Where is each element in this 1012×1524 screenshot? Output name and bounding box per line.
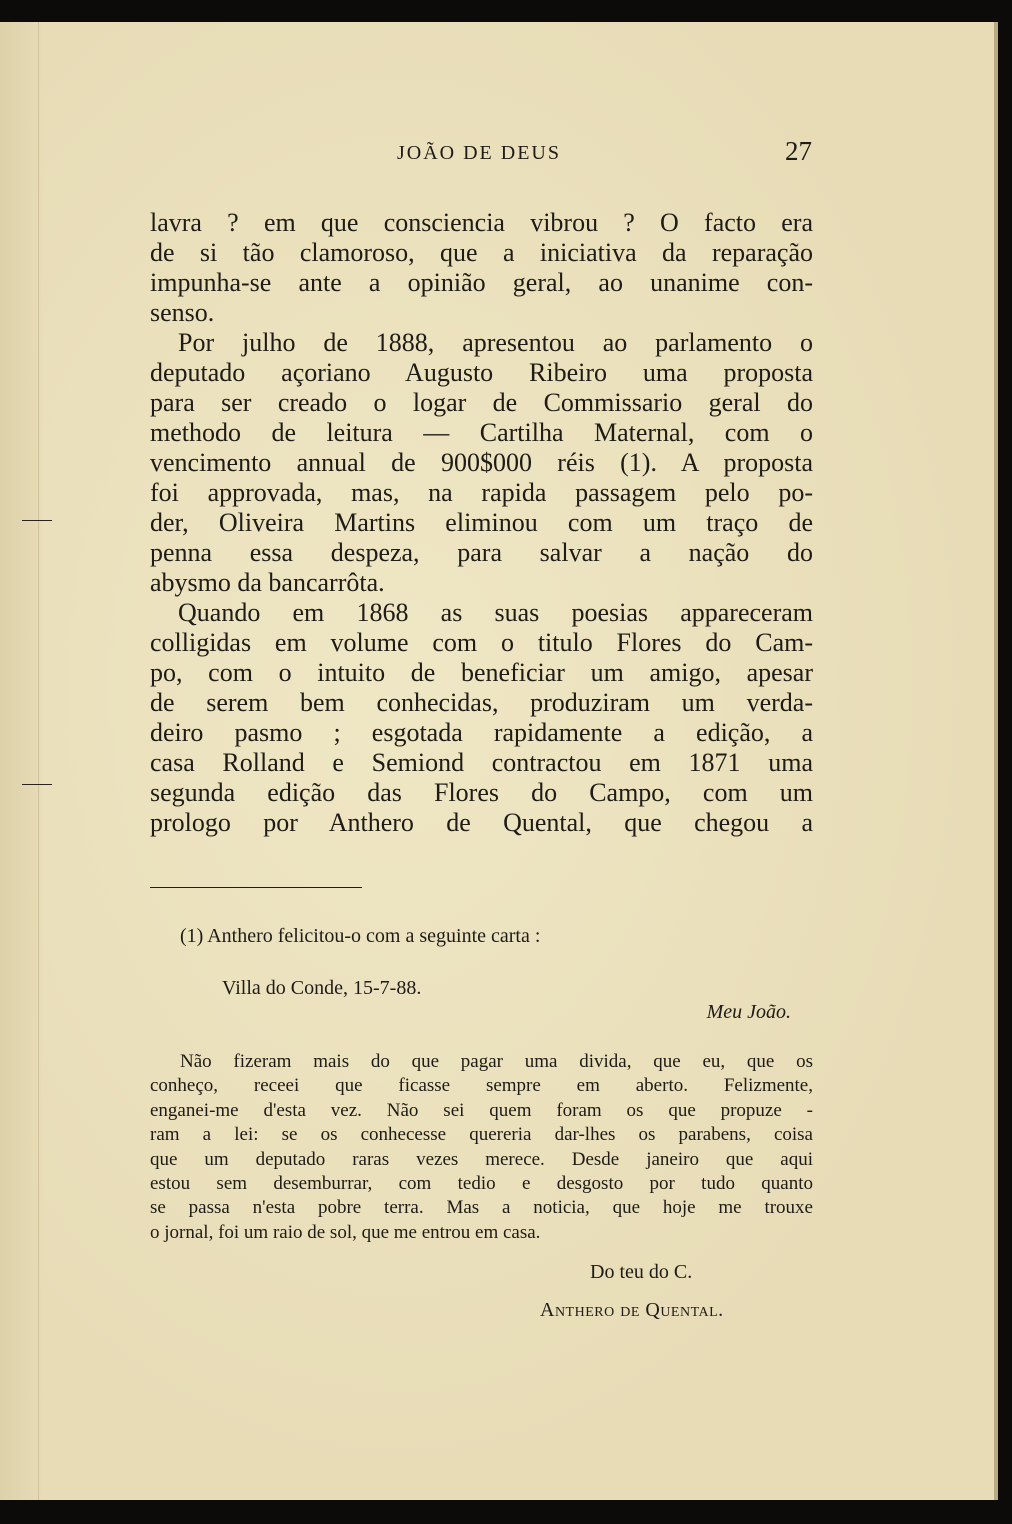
page-right-edge [994, 22, 998, 1500]
letter-body [150, 1050, 813, 1245]
main-text [150, 208, 813, 838]
letter-place-date: Villa do Conde, 15-7-88. [222, 977, 422, 999]
binding-fold-line [38, 22, 39, 1500]
body-line: casa Rolland e Semiond contractou em 1871 uma [150, 748, 813, 777]
body-line: impunha-se ante a opinião geral, ao unanime con- [150, 268, 813, 297]
letter-line: estou sem desemburrar, com tedio e desgosto por tudo quanto [150, 1172, 813, 1194]
letter-closing: Do teu do C. [590, 1261, 693, 1283]
body-line: Quando em 1868 as suas poesias appareceram [178, 598, 813, 627]
letter-salutation: Meu João. [706, 1001, 791, 1023]
body-line: foi approvada, mas, na rapida passagem pelo po- [150, 478, 813, 507]
body-line: der, Oliveira Martins eliminou com um traço de [150, 508, 813, 537]
body-line: de serem bem conhecidas, produziram um verda- [150, 688, 813, 717]
letter-line: o jornal, foi um raio de sol, que me entrou em casa. [150, 1221, 541, 1243]
letter-line: conheço, receei que ficasse sempre em aberto. Felizmente, [150, 1075, 813, 1097]
letter-signature: Anthero de Quental. [540, 1299, 724, 1321]
body-line: deputado açoriano Augusto Ribeiro uma proposta [150, 358, 813, 387]
body-line: abysmo da bancarrôta. [150, 568, 385, 597]
letter-line: Não fizeram mais do que pagar uma divida, que eu, que os [180, 1051, 813, 1072]
body-line: penna essa despeza, para salvar a nação do [150, 538, 813, 567]
body-line: senso. [150, 298, 215, 327]
margin-mark [22, 520, 52, 521]
body-line: para ser creado o logar de Commissario geral do [150, 388, 813, 417]
footnote-separator [150, 887, 362, 888]
footnote-heading: (1) Anthero felicitou-o com a seguinte carta : [180, 925, 541, 947]
body-line: lavra ? em que consciencia vibrou ? O facto era [150, 208, 813, 237]
body-line: segunda edição das Flores do Campo, com um [150, 778, 813, 807]
letter-line: se passa n'esta pobre terra. Mas a noticia, que hoje me trouxe [150, 1197, 813, 1219]
body-line: de si tão clamoroso, que a iniciativa da reparação [150, 238, 813, 267]
letter-line: enganei-me d'esta vez. Não sei quem foram os que propuze - [150, 1099, 813, 1121]
body-line: colligidas em volume com o titulo Flores do Cam- [150, 628, 813, 657]
body-line: methodo de leitura — Cartilha Maternal, com o [150, 418, 813, 447]
body-line: prologo por Anthero de Quental, que chegou a [150, 808, 813, 837]
letter-line: ram a lei: se os conhecesse quereria dar-lhes os parabens, coisa [150, 1124, 813, 1146]
body-line: po, com o intuito de beneficiar um amigo, apesar [150, 658, 813, 687]
margin-mark [22, 784, 52, 785]
book-page [0, 22, 994, 1500]
body-line: deiro pasmo ; esgotada rapidamente a edição, a [150, 718, 813, 747]
running-header: JOÃO DE DEUS [397, 142, 561, 164]
page-number: 27 [785, 136, 812, 166]
body-line: vencimento annual de 900$000 réis (1). A proposta [150, 448, 813, 477]
body-line: Por julho de 1888, apresentou ao parlamento o [178, 328, 813, 357]
letter-line: que um deputado raras vezes merece. Desde janeiro que aqui [150, 1148, 813, 1170]
